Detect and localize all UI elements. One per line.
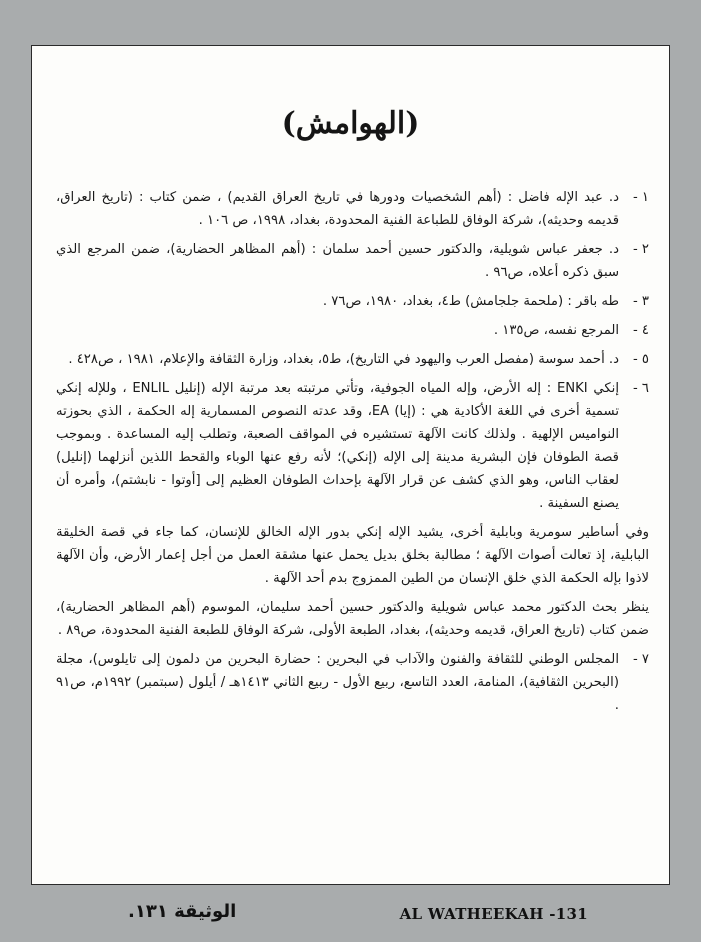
footnote-4 [56,319,649,342]
footnote-text: د. جعفر عباس شويلية، والدكتور حسين أحمد سلمان : (أهم المظاهر الحضارية)، ضمن المرجع الذي سبق ذكره أعلاه، ص٩٦ . [56,242,619,280]
footnote-text: المجلس الوطني للثقافة والفنون والآداب في البحرين : حضارة البحرين من دلمون إلى تايلوس)، مجلة (البحرين الثقافية)، المنامة، العدد التاسع، ربيع الأول - ربيع الثاني ١٤١٣هـ / أيلول (سبتمبر) ١٩٩٢م، ص٩١ . [56,652,619,713]
footnote-7 [56,648,649,717]
footnote-5 [56,348,649,371]
footnote-6-paragraph: وفي أساطير سومرية وبابلية أخرى، يشيد الإله إنكي بدور الإله الخالق للإنسان، كما جاء في قصة الخليقة البابلية، إذ تعالت أصوات الآلهة ؛ مطالبة بخلق بديل يحمل عنها مشقة العمل من أجل إعمار الأرض، وأن الآلهة لاذوا بإله الحكمة الذي خلق الإنسان من الطين الممزوج بدم أحد الآلهة . [56,525,649,586]
footnote-text: طه باقر : (ملحمة جلجامش) ط٤، بغداد، ١٩٨٠، ص٧٦ . [322,294,619,309]
footnote-text: إنكي ENKI : إله الأرض، وإله المياه الجوفية، وتأتي مرتبته بعد مرتبة الإله (إنليل ENLIL ، وللإله إنكي تسمية أخرى في اللغة الأكادية هي : (إيا) EA، وقد عدته النصوص المسمارية إله الحكمة ، الذي بحوزته النواميس الإلهية . ولذلك كانت الآلهة تستشيره في المواقف الصعبة، وتطلب إليه المساعدة . وبموجب قصة الطوفان فإن البشرية مدينة إلى الإله (إنكي)؛ لأنه رفع عنها الوباء والقحط اللذين أنزلهما (إنليل) لعقاب الناس، وهو الذي كشف عن قرار الآلهة بإحداث الطوفان العظيم إلى [أوتوا - نابشتم)، وأمره أن يصنع السفينة . [56,381,619,511]
footnote-number: ٢ - [632,242,649,257]
footnote-number: ٦ - [632,381,649,396]
footnote-text: د. عبد الإله فاضل : (أهم الشخصيات ودورها في تاريخ العراق القديم) ، ضمن كتاب : (تاريخ العراق، قديمه وحديثه)، شركة الوفاق للطباعة الفنية المحدودة، بغداد، ١٩٩٨، ص ١٠٦ . [56,190,619,228]
footnote-1 [56,186,649,232]
footnotes [56,186,649,723]
page-frame [31,45,670,885]
footnote-6-paragraph: ينظر بحث الدكتور محمد عباس شويلية والدكتور حسين أحمد سليمان، الموسوم (أهم المظاهر الحضارية)، ضمن كتاب (تاريخ العراق، قديمه وحديثه)، بغداد، الطبعة الأولى، شركة الوفاق للطبعة الفنية المحدودة، ص٨٩ . [56,600,649,638]
page-title: (الهوامش) [281,106,420,141]
footnote-number: ٣ - [632,294,649,309]
footnote-text: د. أحمد سوسة (مفصل العرب واليهود في التاريخ)، ط٥، بغداد، وزارة الثقافة والإعلام، ١٩٨١ ، ص٤٢٨ . [68,352,619,367]
footer-english-page-label: AL WATHEEKAH -131 [399,905,588,923]
footnote-number: ٤ - [632,323,649,338]
footnote-6 [56,377,649,515]
footnote-number: ١ - [632,190,649,205]
footnote-text: المرجع نفسه، ص١٣٥ . [493,323,619,338]
footnote-number: ٥ - [632,352,649,367]
footnote-3 [56,290,649,313]
page-footer [0,897,701,931]
footer-arabic-page-label: الوثيقة ١٣١. [128,901,237,922]
footnote-2 [56,238,649,284]
footnote-number: ٧ - [632,652,649,667]
